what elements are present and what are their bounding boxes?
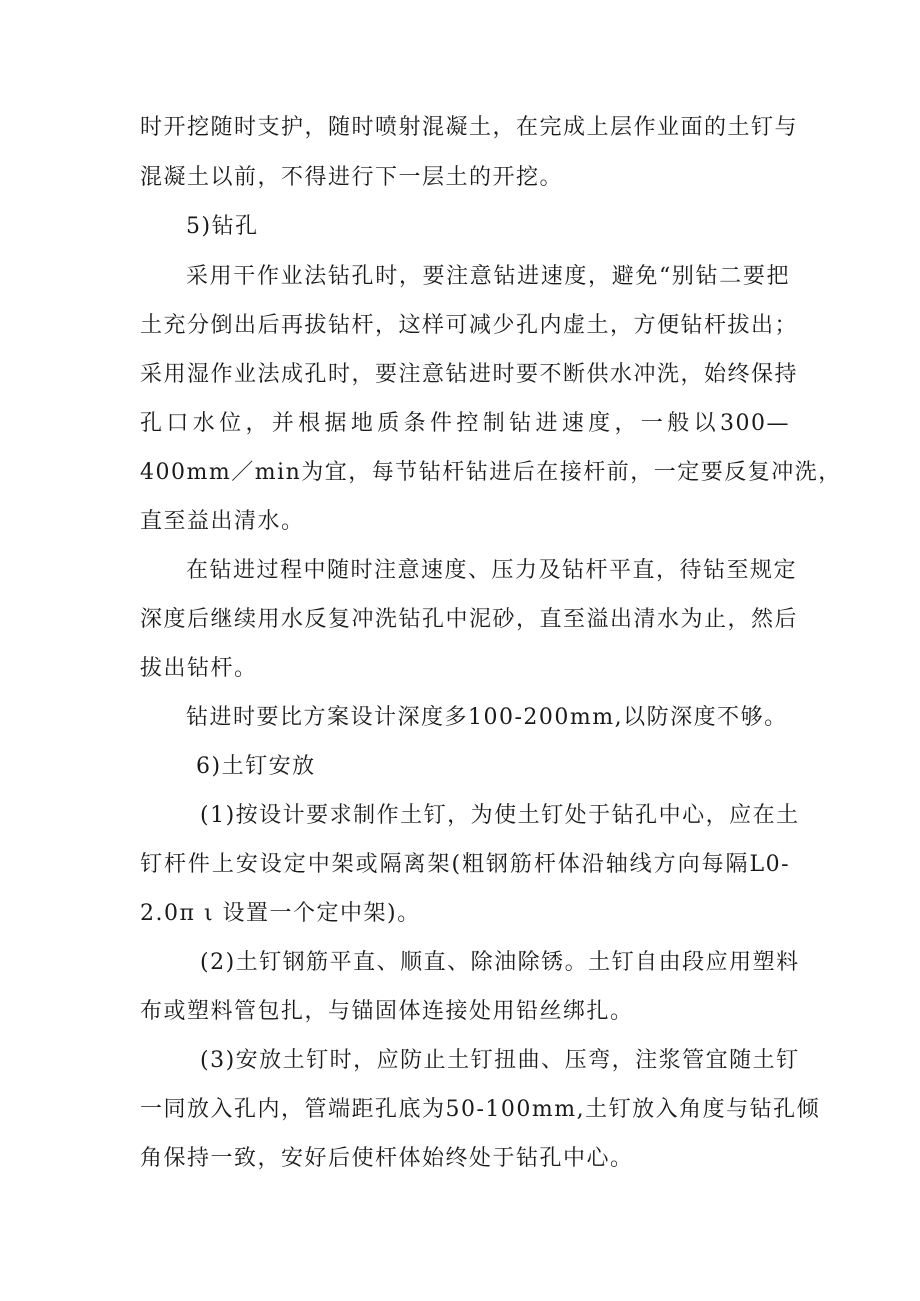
text-line: 混凝土以前，不得进行下一层土的开挖。: [140, 165, 564, 190]
text-line: (1)按设计要求制作土钉，为使土钉处于钻孔中心，应在土: [200, 803, 800, 828]
text-line: 直至益出清水。: [140, 509, 305, 534]
text-line: 深度后继续用水反复冲洗钻孔中泥砂，直至溢出清水为止，然后: [140, 607, 799, 632]
text-line: 400mm／min为宜，每节钻杆钻进后在接杆前，一定要反复冲洗，: [140, 460, 842, 485]
text-line: 孔口水位，并根据地质条件控制钻进速度，一般以300—: [140, 411, 790, 436]
text-line: 布或塑料管包扎，与锚固体连接处用铅丝绑扎。: [140, 999, 634, 1024]
text-line: 在钻进过程中随时注意速度、压力及钻杆平直，待钻至规定: [186, 558, 798, 583]
text-line: 土充分倒出后再拔钻杆，这样可减少孔内虚土，方便钻杆拔出；: [140, 313, 799, 338]
section-heading: 6)土钉安放: [196, 754, 316, 779]
text-line: (2)土钉钢筋平直、顺直、除油除锈。土钉自由段应用塑料: [200, 950, 800, 975]
text-line: 钉杆件上安设定中架或隔离架(粗钢筋杆体沿轴线方向每隔L0-: [140, 852, 790, 877]
text-line: (3)安放土钉时，应防止土钉扭曲、压弯，注浆管宜随土钉: [200, 1048, 800, 1073]
section-heading: 5)钻孔: [186, 214, 259, 239]
text-line: 钻进时要比方案设计深度多100-200mm,以防深度不够。: [186, 705, 788, 730]
text-line: 采用湿作业法成孔时，要注意钻进时要不断供水冲洗，始终保持: [140, 362, 799, 387]
text-line: 一同放入孔内，管端距孔底为50-100mm,土钉放入角度与钻孔倾: [140, 1097, 821, 1122]
text-line: 2.0π ι 设置一个定中架)。: [140, 901, 421, 926]
text-line: 拔出钻杆。: [140, 656, 258, 681]
text-line: 时开挖随时支护，随时喷射混凝土，在完成上层作业面的土钉与: [140, 115, 799, 140]
text-line: 采用干作业法钻孔时，要注意钻进速度，避免“别钻二要把: [186, 264, 790, 289]
text-line: 角保持一致，安好后使杆体始终处于钻孔中心。: [140, 1146, 634, 1171]
